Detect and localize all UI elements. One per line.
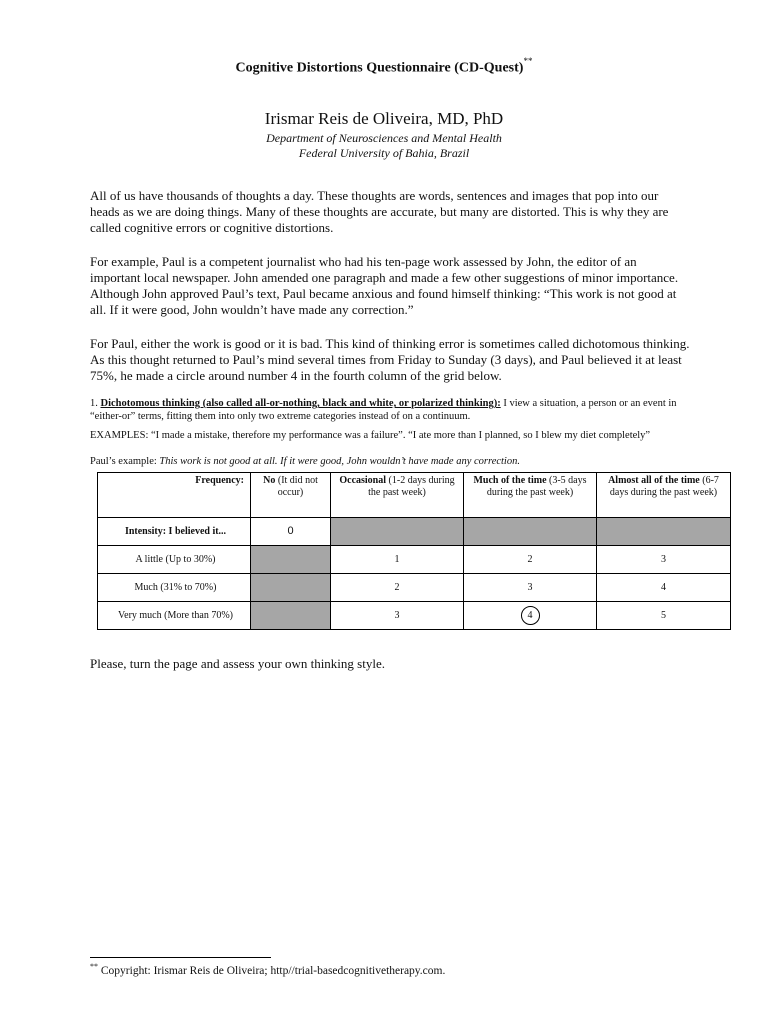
item-name: Dichotomous thinking (also called all-or-nothing, black and white, or polarized thinking): — [100, 398, 501, 409]
grid-cell[interactable]: 3 — [331, 602, 464, 630]
grid-col-header: No (It did not occur) — [251, 473, 331, 518]
item-number: 1. — [90, 398, 98, 409]
grid-cell[interactable]: 0 — [251, 518, 331, 546]
author-department: Department of Neurosciences and Mental Health — [266, 131, 502, 145]
grid-col-header: Much of the time (3-5 days during the past week) — [464, 473, 597, 518]
footnote — [90, 962, 690, 977]
item-examples — [90, 429, 690, 442]
closing-instruction: Please, turn the page and assess your own thinking style. — [90, 656, 385, 671]
footnote-marker: ** — [90, 962, 98, 971]
grid-col-header: Almost all of the time (6-7 days during the past week) — [597, 473, 731, 518]
grid-row — [98, 574, 731, 602]
grid-cell[interactable]: 3 — [597, 546, 731, 574]
item-heading — [90, 397, 690, 423]
author-name: Irismar Reis de Oliveira, MD, PhD — [264, 109, 504, 128]
explanation-paragraph: For Paul, either the work is good or it is bad. This kind of thinking error is sometimes called dichotomous thinking. As this thought returned to Paul’s mind several times from Friday to Sunday (3 days), and Paul believed it at least 75%, he made a circle around number 4 in the fourth column of the grid below. — [90, 336, 690, 383]
grid-cell[interactable]: 4 — [597, 574, 731, 602]
grid-cell-shaded — [331, 518, 464, 546]
grid-header-label: Frequency: — [98, 473, 251, 518]
grid-row-label: A little (Up to 30%) — [98, 546, 251, 574]
grid-cell-shaded — [251, 546, 331, 574]
grid-cell-shaded — [251, 602, 331, 630]
grid-cell-shaded — [597, 518, 731, 546]
grid-row — [98, 546, 731, 574]
grid-cell[interactable]: 2 — [464, 546, 597, 574]
grid-header-row — [98, 473, 731, 518]
footnote-text: Copyright: Irismar Reis de Oliveira; http//trial-basedcognitivetherapy.com. — [98, 964, 446, 977]
grid-row — [98, 518, 731, 546]
item-definition: I view a situation, a person or an event in “either-or” terms, fitting them into only two extreme categories instead of on a continuum. — [90, 398, 677, 422]
grid-cell[interactable]: 5 — [597, 602, 731, 630]
grid-cell-shaded — [251, 574, 331, 602]
author-university: Federal University of Bahia, Brazil — [298, 146, 470, 160]
paul-example — [90, 455, 690, 468]
examples-label: EXAMPLES — [90, 430, 146, 441]
grid-cell[interactable]: 1 — [331, 546, 464, 574]
grid-row-label: Intensity: I believed it... — [98, 518, 251, 546]
grid-cell-circled[interactable] — [464, 602, 597, 630]
grid-cell[interactable]: 3 — [464, 574, 597, 602]
grid-row-label: Very much (More than 70%) — [98, 602, 251, 630]
grid-cell-shaded — [464, 518, 597, 546]
intro-paragraph: All of us have thousands of thoughts a day. These thoughts are words, sentences and images that pop into our heads as we are doing things. Many of these thoughts are accurate, but many are distorted. This is why they are called cognitive errors or cognitive distortions. — [90, 188, 669, 235]
rating-grid — [97, 472, 731, 630]
circled-answer: 4 — [521, 606, 540, 625]
paul-example-label: Paul’s example: — [90, 456, 157, 467]
grid-row — [98, 602, 731, 630]
footnote-divider — [90, 957, 271, 958]
example-paragraph: For example, Paul is a competent journalist who had his ten-page work assessed by John, the editor of an important local newspaper. John amended one paragraph and made a few other suggestions of minor importance. Although John approved Paul’s text, Paul became anxious and found himself thinking: “This work is not good at all. If it were good, John wouldn’t have made any correction.” — [90, 254, 679, 317]
title-footnote-marker: ** — [523, 56, 533, 66]
document-title: Cognitive Distortions Questionnaire (CD-Quest)** — [235, 56, 533, 76]
examples-text: : “I made a mistake, therefore my performance was a failure”. “I ate more than I planned, so I blew my diet completely” — [145, 430, 651, 441]
grid-col-header: Occasional (1-2 days during the past week) — [331, 473, 464, 518]
grid-row-label: Much (31% to 70%) — [98, 574, 251, 602]
paul-example-text: This work is not good at all. If it were good, John wouldn’t have made any correction. — [159, 456, 520, 467]
grid-cell[interactable]: 2 — [331, 574, 464, 602]
